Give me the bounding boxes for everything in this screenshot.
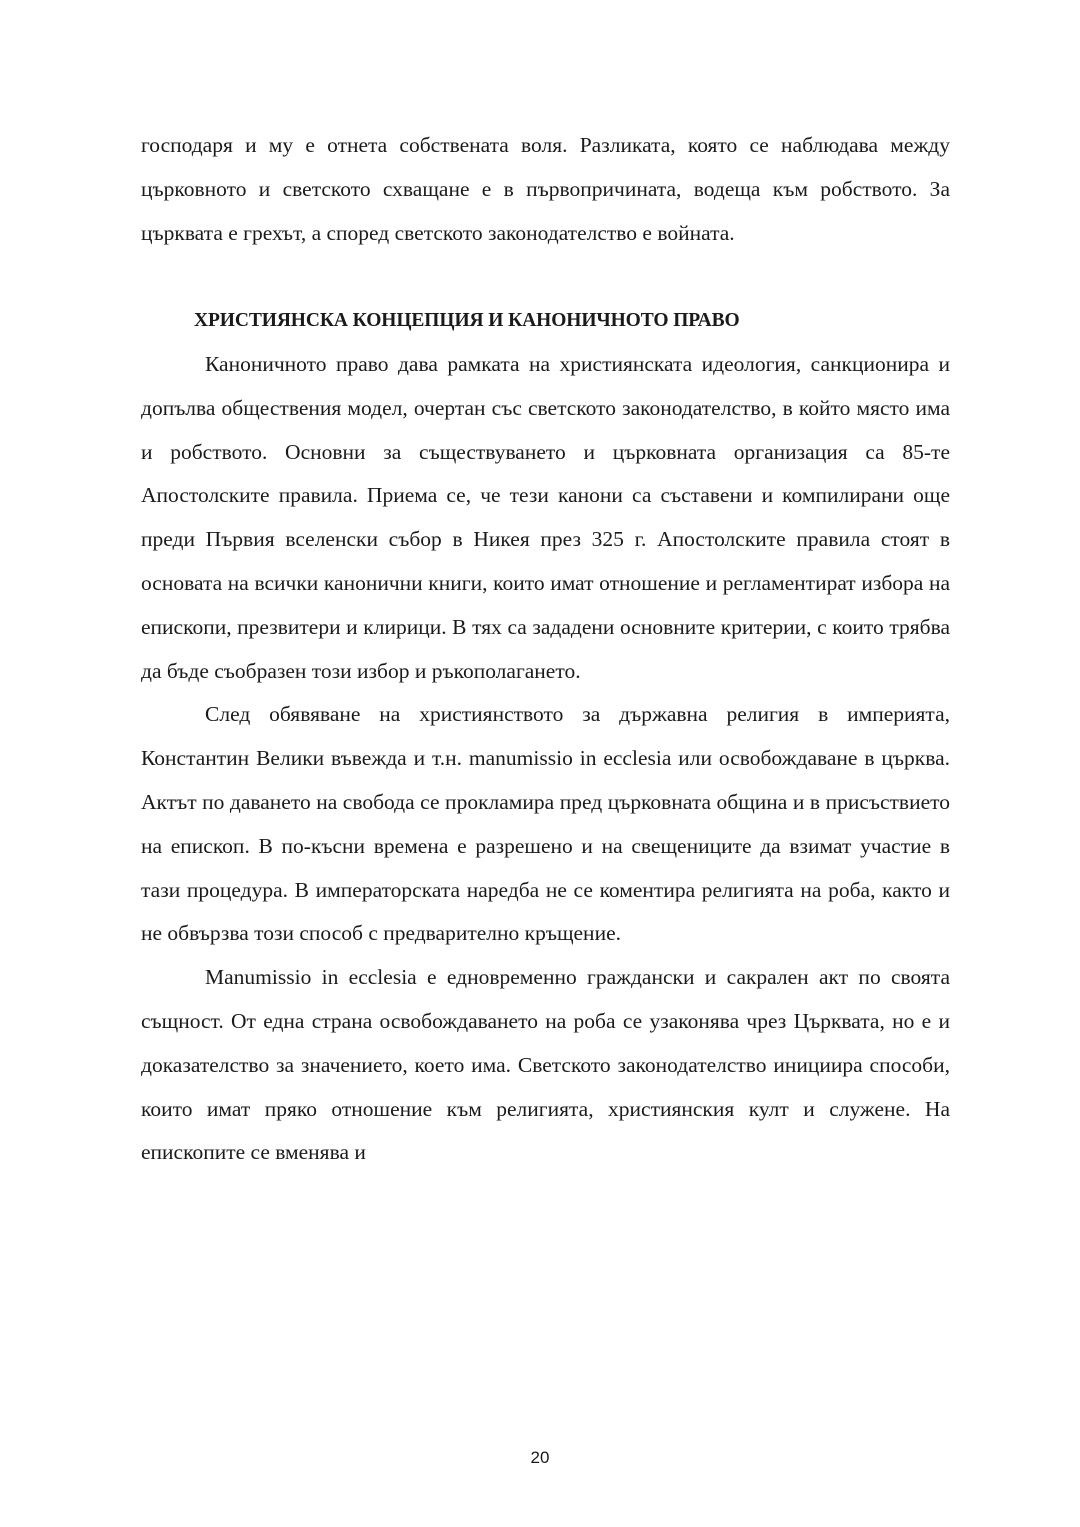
paragraph-canon-law: Каноничното право дава рамката на християнската идеология, санкционира и допълва обществения модел, очертан със светското законодателство, в който място има и робството. Основни за съществуването и църковната организация са 85-те Апостолските правила. Приема се, че тези канони са съставени и компилирани още преди Първия вселенски събор в Никея през 325 г. Апостолските правила стоят в основата на всички канонични книги, които имат отношение и регламентират избора на епископи, презвитери и клирици. В тях са зададени основните критерии, с които трябва да бъде съобразен този избор и ръкополагането. <box>141 351 950 683</box>
section-spacer <box>141 255 950 299</box>
paragraph-continued: господаря и му е отнета собствената воля. Разликата, която се наблюдава между църковното и светското схващане е в първопричината, водеща към робството. За църквата е грехът, а според светското законодателство е войната. <box>141 133 950 245</box>
paragraph-civil-sacral-act: Manumissio in ecclesia е едновременно граждански и сакрален акт по своята същност. От една страна освобождаването на роба се узаконява чрез Църквата, но е и доказателство за значението, което има. Светското законодателство инициира способи, които имат пряко отношение към религията, християнския култ и служене. На епископите се вменява и <box>141 965 950 1165</box>
page-number: 20 <box>530 1448 550 1467</box>
paragraph-manumissio: След обявяване на християнството за държавна религия в империята, Константин Велики въвежда и т.н. manumissio in ecclesia или освобождаване в църква. Актът по даването на свобода се прокламира пред църковната община и в присъствието на епископ. В по-късни времена е разрешено и на свещениците да взимат участие в тази процедура. В императорската наредба не се коментира религията на роба, както и не обвързва този способ с предварително кръщение. <box>141 702 950 946</box>
page-body <box>141 124 950 1175</box>
section-heading: ХРИСТИЯНСКА КОНЦЕПЦИЯ И КАНОНИЧНОТО ПРАВО <box>194 310 740 332</box>
